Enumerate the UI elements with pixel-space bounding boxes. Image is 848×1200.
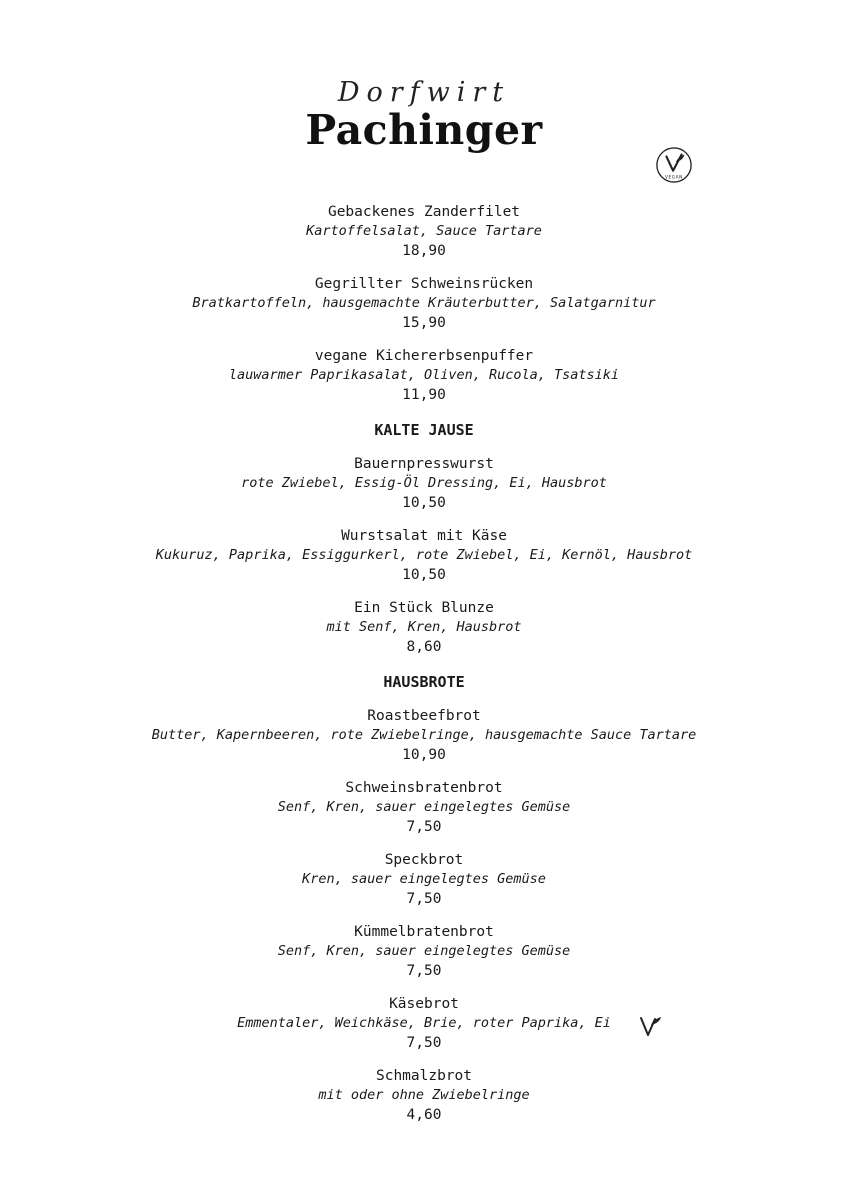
item-price: 7,50 bbox=[406, 1035, 442, 1051]
menu-item bbox=[0, 202, 848, 274]
item-price: 10,50 bbox=[402, 495, 446, 511]
item-description: mit oder ohne Zwiebelringe bbox=[318, 1087, 530, 1103]
menu-list bbox=[0, 202, 848, 1138]
vegan-badge-icon bbox=[655, 146, 693, 184]
item-description: Bratkartoffeln, hausgemachte Kräuterbutter, Salatgarnitur bbox=[192, 295, 656, 311]
menu-item bbox=[0, 778, 848, 850]
vegetarian-leaf-icon bbox=[638, 1013, 664, 1039]
section-title-hausbrote: HAUSBROTE bbox=[383, 673, 465, 691]
item-description: mit Senf, Kren, Hausbrot bbox=[326, 619, 522, 635]
item-price: 15,90 bbox=[402, 315, 446, 331]
section-title-kalte-jause: KALTE JAUSE bbox=[374, 421, 474, 439]
item-description: Senf, Kren, sauer eingelegtes Gemüse bbox=[277, 943, 571, 959]
item-name: Bauernpresswurst bbox=[354, 456, 494, 472]
item-price: 10,50 bbox=[402, 567, 446, 583]
item-description: Kren, sauer eingelegtes Gemüse bbox=[302, 871, 546, 887]
menu-item bbox=[0, 1066, 848, 1138]
item-price: 11,90 bbox=[402, 387, 446, 403]
item-price: 4,60 bbox=[406, 1107, 442, 1123]
item-price: 10,90 bbox=[402, 747, 446, 763]
logo-name-text: Pachinger bbox=[305, 106, 543, 154]
item-price: 7,50 bbox=[406, 819, 442, 835]
item-price: 7,50 bbox=[406, 963, 442, 979]
item-name: Schmalzbrot bbox=[375, 1068, 473, 1084]
menu-item bbox=[0, 346, 848, 418]
item-name: Kümmelbratenbrot bbox=[354, 924, 494, 940]
item-price: 7,50 bbox=[406, 891, 442, 907]
item-price: 18,90 bbox=[402, 243, 446, 259]
item-name: Roastbeefbrot bbox=[367, 708, 481, 724]
item-name: Wurstsalat mit Käse bbox=[341, 528, 507, 544]
vegan-badge-text: VEGAN bbox=[665, 175, 683, 181]
item-description: Emmentaler, Weichkäse, Brie, roter Paprika, Ei bbox=[237, 1015, 611, 1031]
item-name: Speckbrot bbox=[384, 852, 464, 868]
item-name: Ein Stück Blunze bbox=[354, 600, 494, 616]
item-name: Gebackenes Zanderfilet bbox=[327, 204, 521, 220]
restaurant-logo bbox=[0, 78, 848, 152]
item-name: Gegrillter Schweinsrücken bbox=[314, 276, 534, 292]
menu-item bbox=[0, 706, 848, 778]
logo-script-text: Dorfwirt bbox=[337, 77, 511, 108]
menu-item bbox=[0, 454, 848, 526]
menu-item bbox=[0, 274, 848, 346]
menu-item bbox=[0, 922, 848, 994]
item-name: vegane Kichererbsenpuffer bbox=[314, 348, 534, 364]
item-name: Käsebrot bbox=[389, 996, 459, 1012]
item-description: Butter, Kapernbeeren, rote Zwiebelringe, hausgemachte Sauce Tartare bbox=[151, 727, 697, 743]
item-description: Kartoffelsalat, Sauce Tartare bbox=[306, 223, 542, 239]
menu-item bbox=[0, 526, 848, 598]
item-description: Senf, Kren, sauer eingelegtes Gemüse bbox=[277, 799, 571, 815]
item-price: 8,60 bbox=[406, 639, 442, 655]
menu-item bbox=[0, 850, 848, 922]
item-description: rote Zwiebel, Essig-Öl Dressing, Ei, Hausbrot bbox=[241, 475, 607, 491]
item-description: Kukuruz, Paprika, Essiggurkerl, rote Zwiebel, Ei, Kernöl, Hausbrot bbox=[155, 547, 693, 563]
item-description: lauwarmer Paprikasalat, Oliven, Rucola, Tsatsiki bbox=[228, 367, 620, 383]
menu-item bbox=[0, 994, 848, 1066]
item-name: Schweinsbratenbrot bbox=[345, 780, 503, 796]
menu-item bbox=[0, 598, 848, 670]
